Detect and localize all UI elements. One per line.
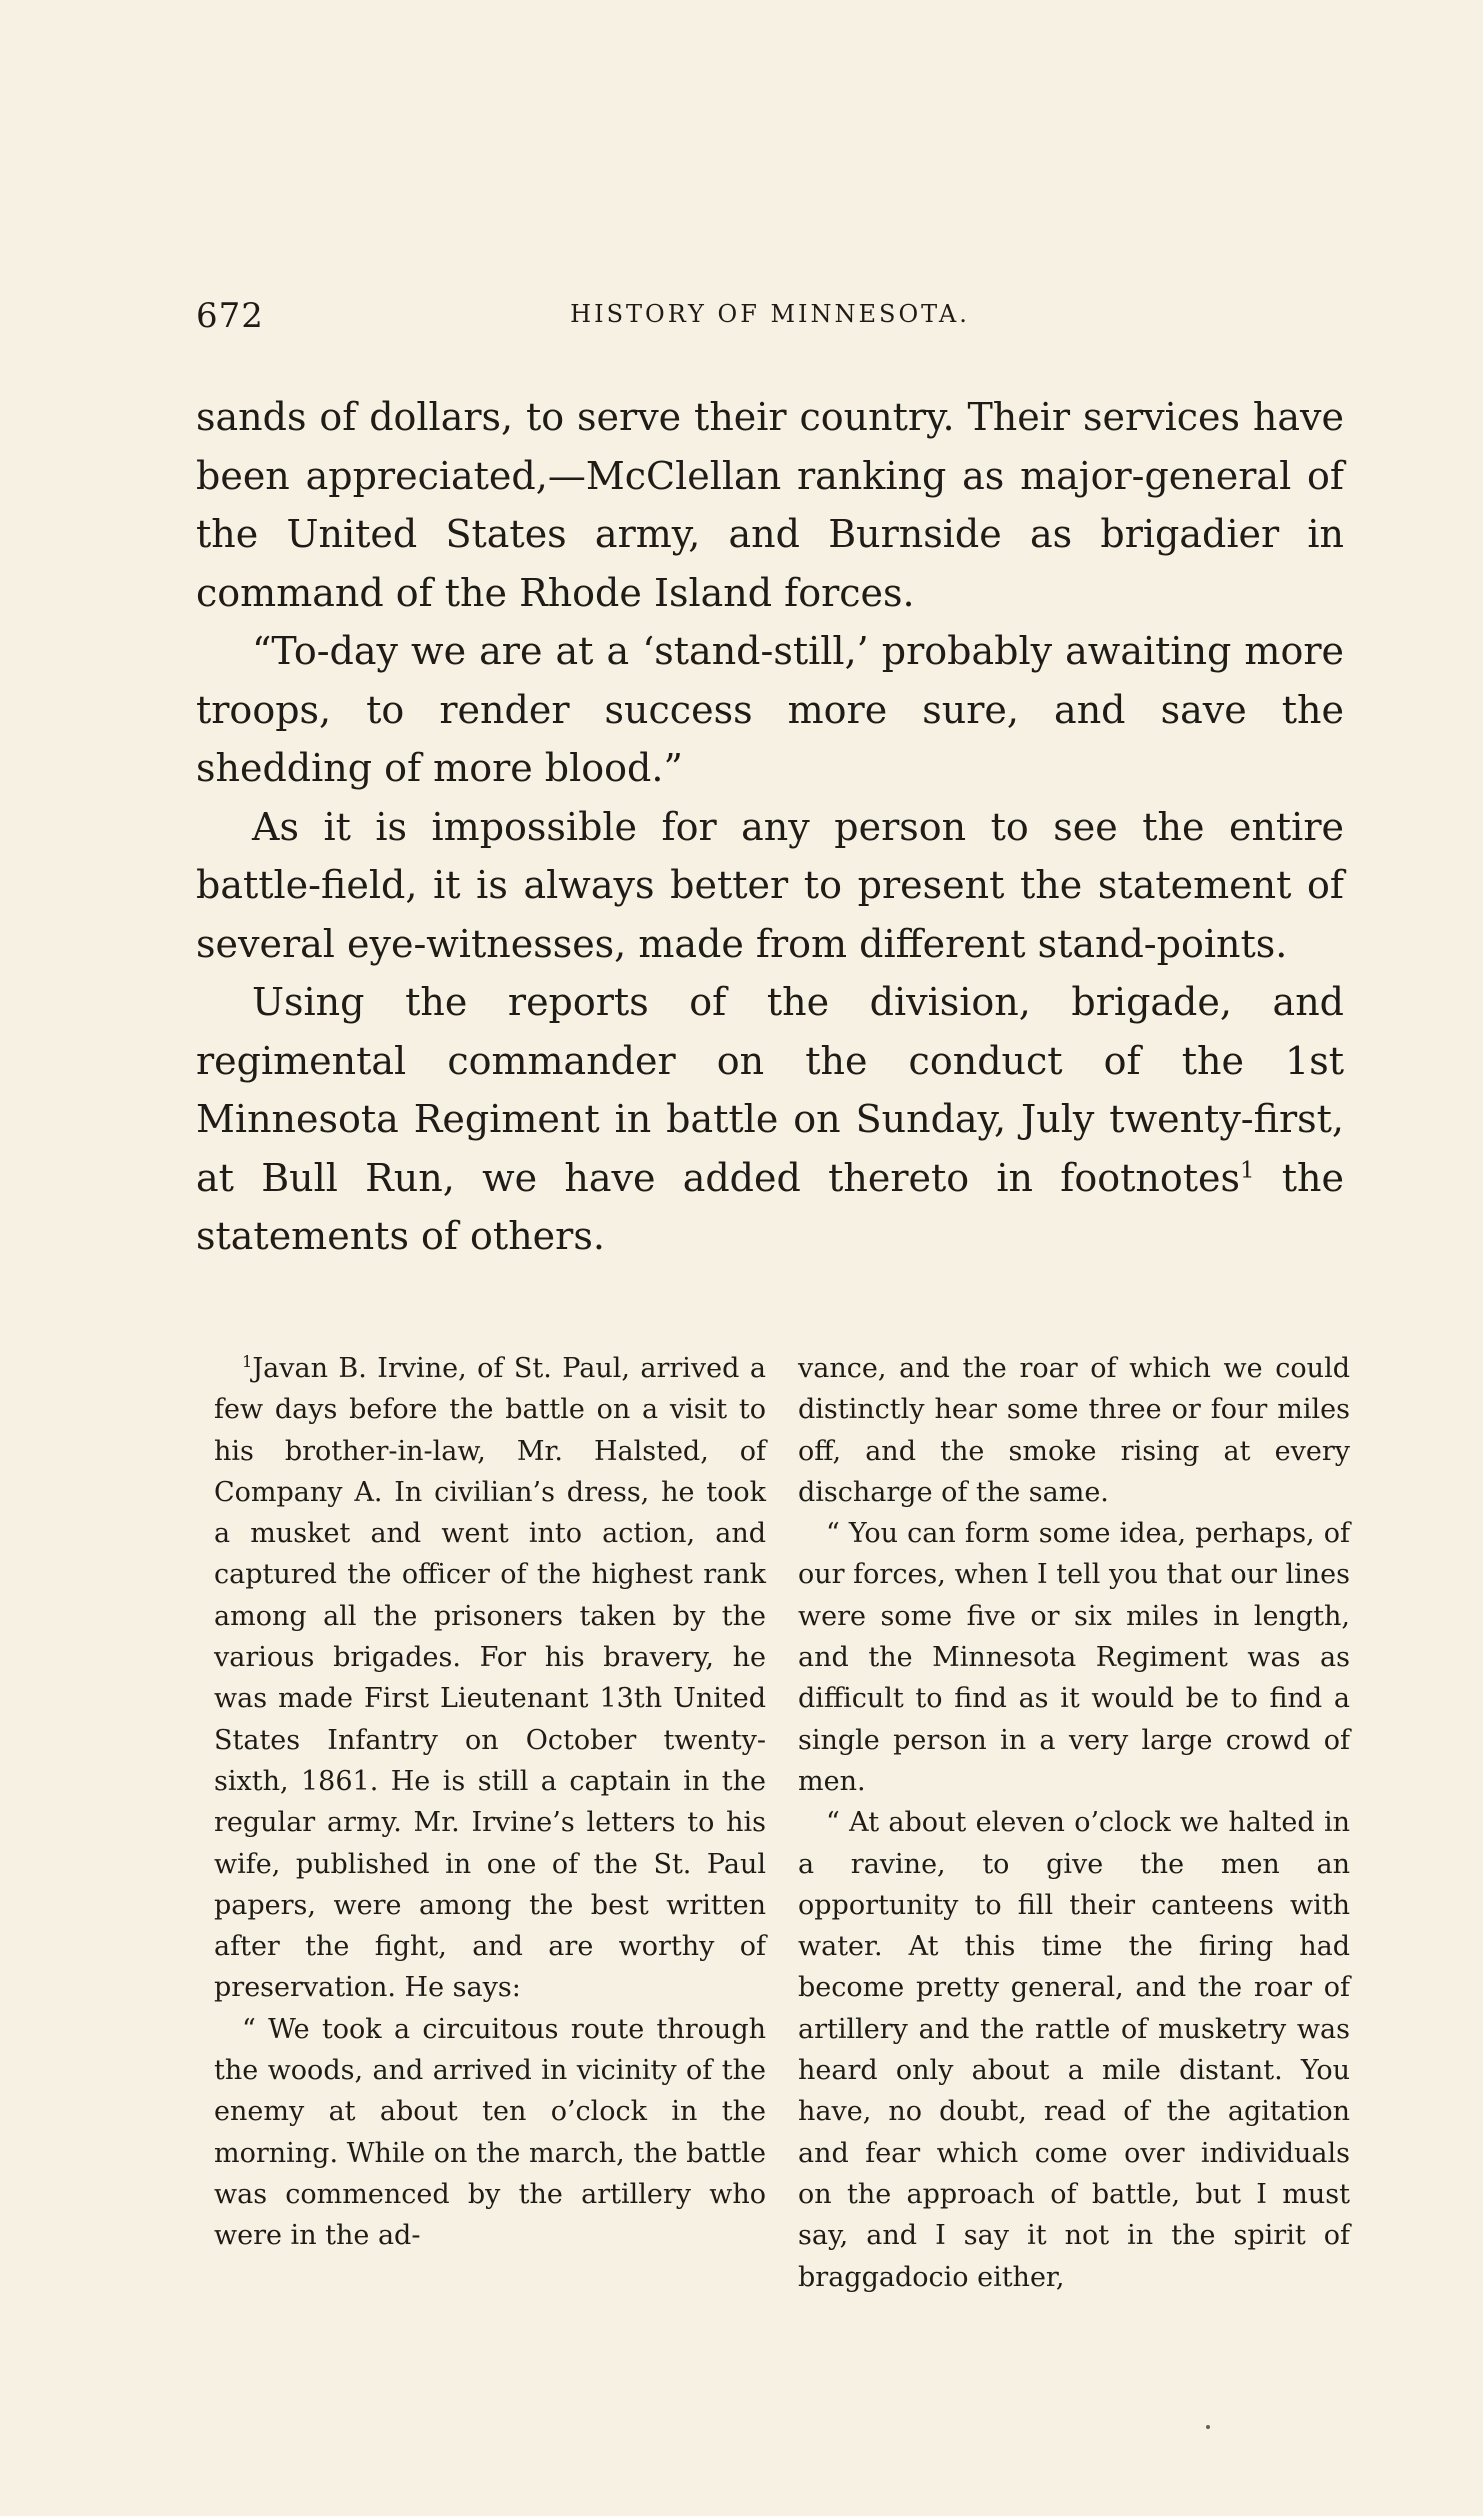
running-head: HISTORY OF MINNESOTA. (570, 300, 970, 328)
body-paragraph: As it is impossible for any person to see the entire battle-field, it is always better to present the statement of several eye-witnesses, made from different stand-points. (196, 804, 1344, 966)
footnote-paragraph: “ We took a circuitous route through the woods, and arrived in vicinity of the enemy at about ten o’clock in the morning. While on the march, the battle was commenced by the artillery who were in the ad- (214, 2013, 766, 2252)
page-number: 672 (196, 296, 264, 336)
footnote-paragraph: vance, and the roar of which we could distinctly hear some three or four miles off, and the smoke rising at every discharge of the same. (798, 1353, 1350, 1508)
body-paragraph: sands of dollars, to serve their country. Their services have been appreciated,—McClellan ranking as major-general of the United States army, and Burnside as brigadier in command of the Rhode Island forces. (196, 395, 1344, 615)
body-text (196, 388, 1344, 1266)
footnote-reference: 1 (1239, 1156, 1255, 1183)
footnote-paragraph: “ At about eleven o’clock we halted in a ravine, to give the men an opportunity to fill their canteens with water. At this time the firing had become pretty general, and the roar of artillery and the rattle of musketry was heard only about a mile distant. You have, no doubt, read of the agitation and fear which come over individuals on the approach of battle, but I must say, and I say it not in the spirit of braggadocio either, (798, 1807, 1350, 2293)
footnote-marker: 1 (242, 1352, 253, 1371)
footnote-paragraph (214, 1348, 766, 2009)
footnote-text: Javan B. Irvine, of St. Paul, arrived a few days before the battle on a visit to his brother-in-law, Mr. Halsted, of Company A. In civilian’s dress, he took a musket and went into action, and captured the officer of the highest rank among all the prisoners taken by the various brigades. For his bravery, he was made First Lieutenant 13th United States Infantry on October twenty-sixth, 1861. He is still a captain in the regular army. Mr. Irvine’s letters to his wife, published in one of the St. Paul papers, were among the best written after the fight, and are worthy of preservation. He says: (214, 1353, 766, 2004)
body-paragraph-tail: the statements of others. (196, 1155, 1344, 1258)
body-paragraph: “To-day we are at a ‘stand-still,’ probably awaiting more troops, to render success more sure, and save the shedding of more blood.” (196, 629, 1344, 790)
footnote-column-left (214, 1348, 766, 2298)
print-speck (1206, 2425, 1210, 2429)
page-header (196, 296, 1344, 336)
body-paragraph-text: Using the reports of the division, brigade, and regimental commander on the conduct of the 1st Minnesota Regiment in battle on Sunday, July twenty-first, at Bull Run, we have added thereto in footnotes (196, 980, 1344, 1200)
footnotes (214, 1348, 1350, 2298)
body-paragraph (196, 973, 1344, 1266)
footnote-paragraph: “ You can form some idea, perhaps, of our forces, when I tell you that our lines were some five or six miles in length, and the Minnesota Regiment was as difficult to find as it would be to find a single person in a very large crowd of men. (798, 1518, 1350, 1797)
footnote-column-right (798, 1348, 1350, 2298)
